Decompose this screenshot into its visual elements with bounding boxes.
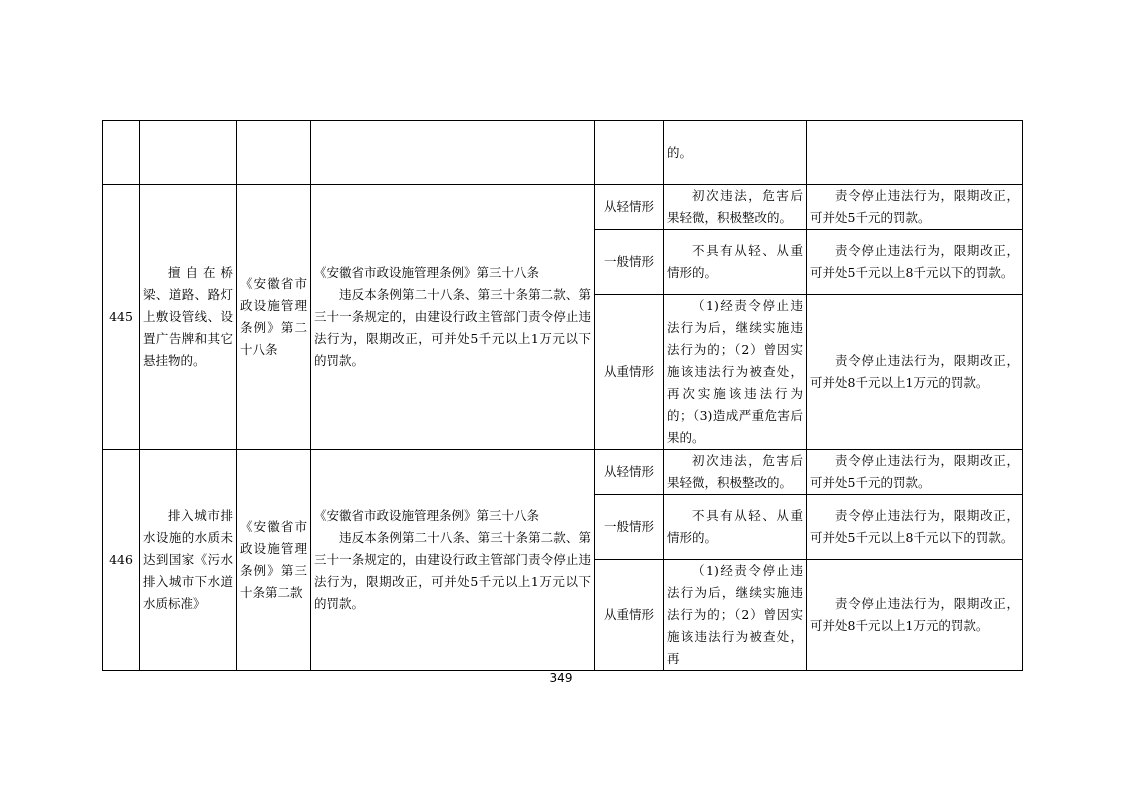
- continued-level-cell: [595, 121, 664, 185]
- level-name: 一般情形: [595, 495, 664, 560]
- penalty-provision: [311, 450, 595, 671]
- level-penalty: 责令停止违法行为，限期改正，可并处5千元以上8千元以下的罚款。: [807, 495, 1023, 560]
- level-penalty: 责令停止违法行为，限期改正，可并处8千元以上1万元的罚款。: [807, 560, 1023, 671]
- legal-basis: 《安徽省市政设施管理条例》第三十条第二款: [237, 450, 311, 671]
- continued-row: [103, 121, 1023, 185]
- level-penalty: 责令停止违法行为，限期改正，可并处5千元的罚款。: [807, 450, 1023, 495]
- level-name: 从重情形: [595, 560, 664, 671]
- table-row: [103, 185, 1023, 230]
- level-penalty: 责令停止违法行为，限期改正，可并处5千元以上8千元以下的罚款。: [807, 230, 1023, 295]
- row-id: 446: [103, 450, 140, 671]
- level-name: 从重情形: [595, 295, 664, 450]
- continued-id-cell: [103, 121, 140, 185]
- level-penalty: 责令停止违法行为，限期改正，可并处5千元的罚款。: [807, 185, 1023, 230]
- row-id: 445: [103, 185, 140, 450]
- provision-body: 违反本条例第二十八条、第三十条第二款、第三十一条规定的，由建设行政主管部门责令停止违法行为，限期改正，可并处5千元以上1万元以下的罚款。: [314, 287, 591, 368]
- continued-basis-cell: [237, 121, 311, 185]
- provision-title: 《安徽省市政设施管理条例》第三十八条: [314, 508, 540, 523]
- page-number: 349: [549, 671, 573, 685]
- level-name: 从轻情形: [595, 450, 664, 495]
- penalty-provision: [311, 185, 595, 450]
- level-condition: 不具有从轻、从重情形的。: [664, 495, 807, 560]
- violation-item: 擅自在桥梁、道路、路灯上敷设管线、设置广告牌和其它悬挂物的。: [140, 185, 237, 450]
- level-condition: 初次违法，危害后果轻微，积极整改的。: [664, 185, 807, 230]
- level-name: 一般情形: [595, 230, 664, 295]
- violation-item: 排入城市排水设施的水质未达到国家《污水排入城市下水道水质标准》: [140, 450, 237, 671]
- level-penalty: 责令停止违法行为，限期改正，可并处8千元以上1万元的罚款。: [807, 295, 1023, 450]
- continued-condition-cell: 的。: [664, 121, 807, 185]
- provision-title: 《安徽省市政设施管理条例》第三十八条: [314, 265, 540, 280]
- table-row: [103, 450, 1023, 495]
- level-condition: （1)经责令停止违法行为后，继续实施违法行为的；（2）曾因实施该违法行为被查处，再次实施该违法行为的；（3)造成严重危害后果的。: [664, 295, 807, 450]
- level-condition: 初次违法，危害后果轻微，积极整改的。: [664, 450, 807, 495]
- continued-item-cell: [140, 121, 237, 185]
- legal-basis: 《安徽省市政设施管理条例》第二十八条: [237, 185, 311, 450]
- continued-penalty-cell: [807, 121, 1023, 185]
- penalty-discretion-table: [102, 120, 1023, 671]
- level-condition: 不具有从轻、从重情形的。: [664, 230, 807, 295]
- provision-body: 违反本条例第二十八条、第三十条第二款、第三十一条规定的，由建设行政主管部门责令停止违法行为，限期改正，可并处5千元以上1万元以下的罚款。: [314, 530, 591, 611]
- continued-provision-cell: [311, 121, 595, 185]
- level-name: 从轻情形: [595, 185, 664, 230]
- level-condition: （1)经责令停止违法行为后，继续实施违法行为的；（2）曾因实施该违法行为被查处，再: [664, 560, 807, 671]
